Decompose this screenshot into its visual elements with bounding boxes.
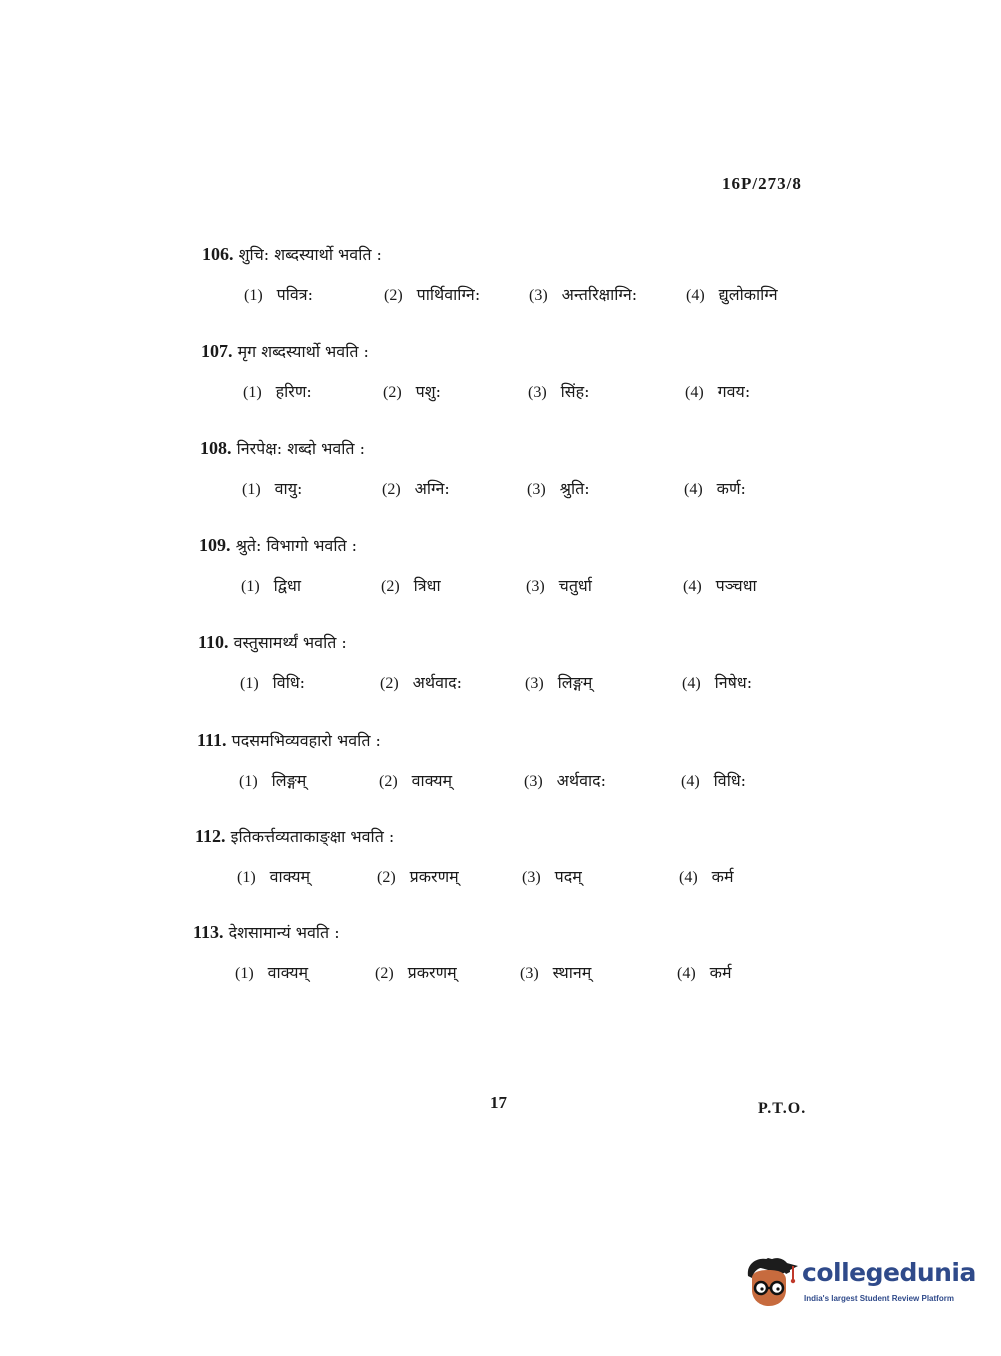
option-number: (4) bbox=[682, 675, 701, 692]
option-2 bbox=[382, 477, 450, 499]
option-1 bbox=[243, 380, 312, 402]
question-109 bbox=[199, 534, 839, 614]
option-1 bbox=[244, 283, 313, 305]
option-3 bbox=[529, 283, 637, 305]
option-3 bbox=[527, 477, 590, 499]
option-text: अर्थवाद: bbox=[412, 673, 463, 692]
option-text: द्युलोकाग्नि bbox=[718, 285, 778, 304]
question-110 bbox=[198, 631, 838, 711]
option-number: (2) bbox=[382, 481, 401, 498]
option-number: (3) bbox=[529, 287, 548, 304]
option-number: (1) bbox=[244, 287, 263, 304]
options-list bbox=[235, 961, 815, 989]
option-4 bbox=[686, 283, 778, 305]
option-1 bbox=[242, 477, 302, 499]
option-number: (4) bbox=[683, 578, 702, 595]
question-107 bbox=[201, 340, 841, 420]
option-number: (1) bbox=[243, 384, 262, 401]
question-108 bbox=[200, 437, 840, 517]
option-number: (2) bbox=[381, 578, 400, 595]
option-number: (3) bbox=[526, 578, 545, 595]
question-number: 112. bbox=[195, 826, 226, 846]
mascot-logo-icon bbox=[742, 1252, 800, 1308]
option-1 bbox=[239, 769, 306, 791]
option-text: वाक्यम् bbox=[269, 867, 311, 886]
option-text: लिङ्गम् bbox=[557, 673, 593, 692]
option-number: (4) bbox=[684, 481, 703, 498]
collegedunia-watermark bbox=[742, 1250, 976, 1310]
option-text: हरिण: bbox=[275, 382, 312, 401]
question-112 bbox=[195, 825, 835, 905]
option-3 bbox=[522, 865, 582, 887]
options-list bbox=[240, 671, 820, 699]
option-text: कर्ण: bbox=[716, 479, 746, 498]
option-4 bbox=[681, 769, 746, 791]
option-number: (4) bbox=[679, 869, 698, 886]
option-text: पार्थिवाग्नि: bbox=[416, 285, 481, 304]
option-1 bbox=[240, 671, 305, 693]
question-106 bbox=[202, 243, 842, 323]
option-4 bbox=[685, 380, 750, 402]
option-number: (4) bbox=[681, 773, 700, 790]
option-text: पदम् bbox=[554, 867, 582, 886]
option-number: (2) bbox=[383, 384, 402, 401]
option-text: निषेध: bbox=[714, 673, 753, 692]
option-1 bbox=[235, 961, 308, 983]
question-number: 107. bbox=[201, 341, 233, 361]
question-text: देशसामान्यं भवति : bbox=[228, 923, 340, 942]
option-4 bbox=[683, 574, 757, 596]
option-number: (2) bbox=[379, 773, 398, 790]
option-4 bbox=[679, 865, 734, 887]
question-text: श्रुते: विभागो भवति : bbox=[235, 536, 358, 555]
option-2 bbox=[381, 574, 441, 596]
option-text: अर्थवाद: bbox=[556, 771, 607, 790]
option-number: (4) bbox=[685, 384, 704, 401]
option-number: (3) bbox=[522, 869, 541, 886]
option-number: (1) bbox=[237, 869, 256, 886]
option-text: चतुर्धा bbox=[558, 576, 592, 595]
question-text: वस्तुसामर्थ्यं भवति : bbox=[233, 633, 347, 652]
option-text: पञ्चधा bbox=[715, 576, 757, 595]
option-text: विधि: bbox=[713, 771, 747, 790]
option-number: (1) bbox=[235, 965, 254, 982]
option-text: द्विधा bbox=[273, 576, 301, 595]
question-text: पदसमभिव्यवहारो भवति : bbox=[231, 731, 381, 750]
option-text: अन्तरिक्षाग्नि: bbox=[561, 285, 638, 304]
question-stem bbox=[202, 243, 382, 265]
option-3 bbox=[525, 671, 592, 693]
question-text: शुचि: शब्दस्यार्थो भवति : bbox=[238, 245, 382, 264]
option-3 bbox=[528, 380, 590, 402]
option-2 bbox=[383, 380, 441, 402]
option-text: विधि: bbox=[272, 673, 306, 692]
option-text: स्थानम् bbox=[552, 963, 592, 982]
question-stem bbox=[200, 437, 365, 459]
option-number: (3) bbox=[527, 481, 546, 498]
option-number: (1) bbox=[240, 675, 259, 692]
option-4 bbox=[682, 671, 752, 693]
option-text: पशु: bbox=[415, 382, 442, 401]
option-text: श्रुति: bbox=[559, 479, 590, 498]
brand-tagline: India's largest Student Review Platform bbox=[804, 1294, 954, 1303]
option-2 bbox=[380, 671, 462, 693]
option-number: (4) bbox=[686, 287, 705, 304]
option-text: सिंह: bbox=[560, 382, 590, 401]
option-text: अग्नि: bbox=[414, 479, 450, 498]
option-2 bbox=[375, 961, 457, 983]
option-number: (3) bbox=[524, 773, 543, 790]
option-text: गवय: bbox=[717, 382, 751, 401]
page-number: 17 bbox=[490, 1093, 507, 1112]
question-number: 111. bbox=[197, 730, 227, 750]
option-2 bbox=[377, 865, 459, 887]
option-number: (3) bbox=[525, 675, 544, 692]
question-number: 110. bbox=[198, 632, 229, 652]
option-text: वाक्यम् bbox=[267, 963, 309, 982]
option-number: (3) bbox=[520, 965, 539, 982]
option-number: (2) bbox=[377, 869, 396, 886]
options-list bbox=[239, 769, 819, 797]
option-2 bbox=[384, 283, 480, 305]
question-number: 109. bbox=[199, 535, 231, 555]
question-text: मृग शब्दस्यार्थो भवति : bbox=[237, 342, 369, 361]
option-text: त्रिधा bbox=[413, 576, 441, 595]
options-list bbox=[242, 477, 822, 505]
question-stem bbox=[201, 340, 369, 362]
option-text: लिङ्गम् bbox=[271, 771, 307, 790]
option-4 bbox=[684, 477, 746, 499]
question-stem bbox=[193, 921, 340, 943]
option-text: कर्म bbox=[709, 963, 732, 982]
option-2 bbox=[379, 769, 452, 791]
option-3 bbox=[520, 961, 591, 983]
question-stem bbox=[197, 729, 381, 751]
pto-label: P.T.O. bbox=[758, 1100, 807, 1117]
option-number: (1) bbox=[239, 773, 258, 790]
brand-name: collegedunia bbox=[802, 1258, 976, 1287]
option-1 bbox=[241, 574, 301, 596]
question-number: 108. bbox=[200, 438, 232, 458]
question-stem bbox=[199, 534, 357, 556]
question-113 bbox=[193, 921, 833, 1001]
question-stem bbox=[198, 631, 347, 653]
option-number: (1) bbox=[242, 481, 261, 498]
question-text: निरपेक्ष: शब्दो भवति : bbox=[236, 439, 366, 458]
option-number: (1) bbox=[241, 578, 260, 595]
options-list bbox=[243, 380, 823, 408]
option-number: (4) bbox=[677, 965, 696, 982]
option-3 bbox=[524, 769, 606, 791]
question-number: 106. bbox=[202, 244, 234, 264]
option-text: पवित्र: bbox=[276, 285, 314, 304]
option-text: वायु: bbox=[274, 479, 303, 498]
option-3 bbox=[526, 574, 592, 596]
option-1 bbox=[237, 865, 310, 887]
option-text: कर्म bbox=[711, 867, 734, 886]
option-number: (2) bbox=[384, 287, 403, 304]
question-text: इतिकर्त्तव्यताकाङ्क्षा भवति : bbox=[230, 827, 395, 846]
option-text: प्रकरणम् bbox=[407, 963, 457, 982]
option-number: (3) bbox=[528, 384, 547, 401]
option-text: वाक्यम् bbox=[411, 771, 453, 790]
options-list bbox=[241, 574, 821, 602]
option-4 bbox=[677, 961, 732, 983]
question-number: 113. bbox=[193, 922, 224, 942]
option-text: प्रकरणम् bbox=[409, 867, 459, 886]
options-list bbox=[244, 283, 824, 311]
question-111 bbox=[197, 729, 837, 809]
options-list bbox=[237, 865, 817, 893]
option-number: (2) bbox=[380, 675, 399, 692]
option-number: (2) bbox=[375, 965, 394, 982]
question-stem bbox=[195, 825, 394, 847]
page-code: 16P/273/8 bbox=[722, 174, 802, 193]
